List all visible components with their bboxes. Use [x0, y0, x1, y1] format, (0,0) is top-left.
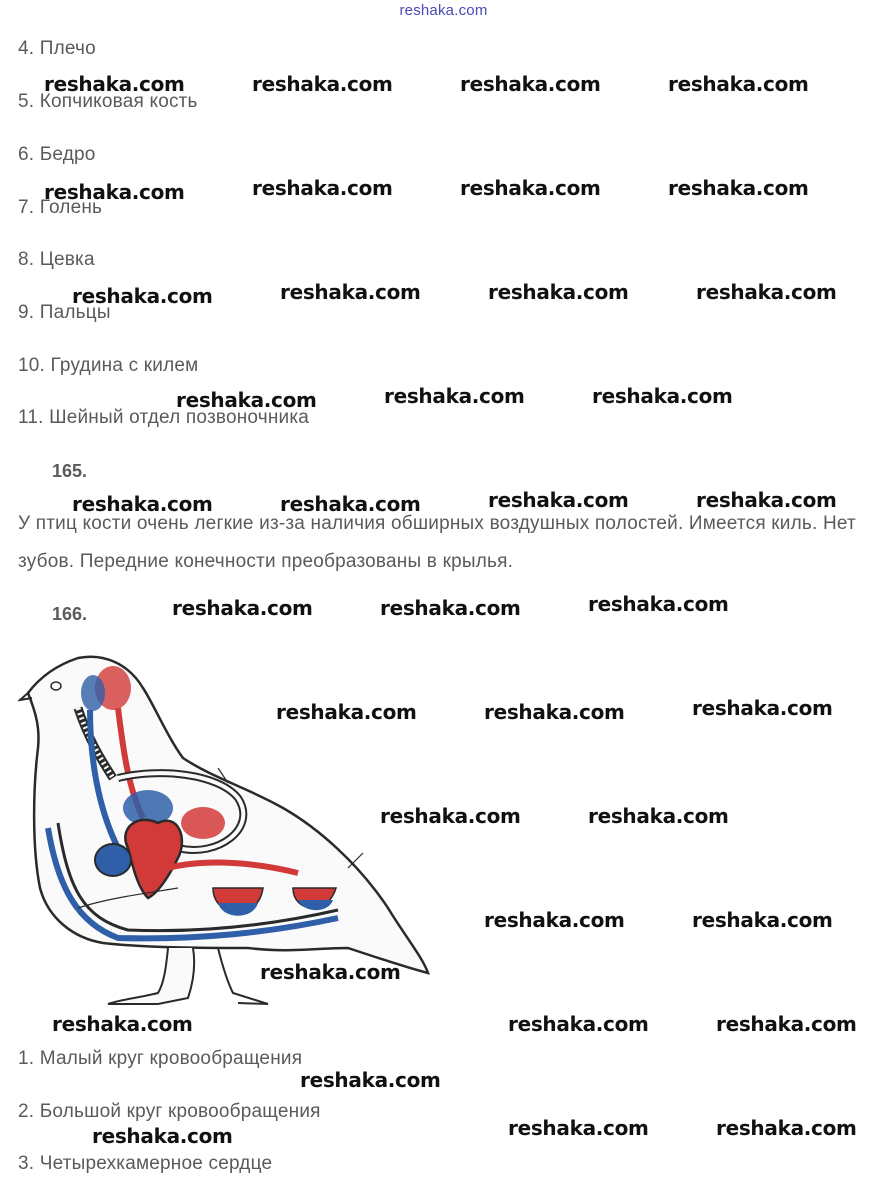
legend-item-2: 2. Большой круг кровообращения [18, 1101, 321, 1122]
watermark: reshaka.com [488, 280, 629, 304]
watermark: reshaka.com [508, 1116, 649, 1140]
watermark: reshaka.com [588, 592, 729, 616]
watermark: reshaka.com [176, 388, 317, 412]
lung-arterial [181, 807, 225, 839]
watermark: reshaka.com [484, 700, 625, 724]
list-item-8: 8. Цевка [18, 249, 95, 270]
bird-legs [108, 948, 194, 1004]
watermark: reshaka.com [696, 488, 837, 512]
heart-venous-side [95, 844, 131, 876]
list-item-10: 10. Грудина с килем [18, 355, 199, 376]
watermark: reshaka.com [668, 72, 809, 96]
task-165-text: У птиц кости очень легкие из-за наличия обширных воздушных полостей. Имеется киль. Нет зубов. Передние конечности преобразованы в крылья. [18, 513, 856, 572]
watermark: reshaka.com [484, 908, 625, 932]
watermark: reshaka.com [692, 908, 833, 932]
watermark: reshaka.com [696, 280, 837, 304]
task-166-number: 166. [52, 604, 88, 624]
watermark: reshaka.com [280, 492, 421, 516]
watermark: reshaka.com [716, 1116, 857, 1140]
watermark: reshaka.com [508, 1012, 649, 1036]
site-header[interactable]: reshaka.com [399, 2, 488, 19]
watermark: reshaka.com [260, 960, 401, 984]
watermark: reshaka.com [692, 696, 833, 720]
watermark: reshaka.com [276, 700, 417, 724]
legend-item-3: 3. Четырехкамерное сердце [18, 1153, 273, 1174]
watermark: reshaka.com [384, 384, 525, 408]
watermark: reshaka.com [380, 804, 521, 828]
watermark: reshaka.com [460, 176, 601, 200]
watermark: reshaka.com [172, 596, 313, 620]
watermark: reshaka.com [460, 72, 601, 96]
watermark: reshaka.com [592, 384, 733, 408]
head-capillaries-venous [81, 675, 105, 711]
watermark: reshaka.com [44, 72, 185, 96]
watermark: reshaka.com [72, 284, 213, 308]
watermark: reshaka.com [252, 72, 393, 96]
watermark: reshaka.com [92, 1124, 233, 1148]
watermark: reshaka.com [252, 176, 393, 200]
watermark: reshaka.com [668, 176, 809, 200]
list-item-7: 7. Голень [18, 197, 103, 218]
watermark: reshaka.com [280, 280, 421, 304]
list-item-5: 5. Копчиковая кость [18, 91, 198, 112]
watermark: reshaka.com [300, 1068, 441, 1092]
list-item-9: 9. Пальцы [18, 302, 111, 323]
legend-item-1: 1. Малый круг кровообращения [18, 1048, 303, 1069]
list-item-11: 11. Шейный отдел позвоночника [18, 407, 310, 428]
list-item-4: 4. Плечо [18, 38, 96, 59]
watermark: reshaka.com [380, 596, 521, 620]
watermark: reshaka.com [72, 492, 213, 516]
watermark: reshaka.com [52, 1012, 193, 1036]
watermark: reshaka.com [44, 180, 185, 204]
task-165-number: 165. [52, 461, 88, 481]
watermark: reshaka.com [716, 1012, 857, 1036]
watermark: reshaka.com [488, 488, 629, 512]
list-item-6: 6. Бедро [18, 144, 96, 165]
watermark: reshaka.com [588, 804, 729, 828]
